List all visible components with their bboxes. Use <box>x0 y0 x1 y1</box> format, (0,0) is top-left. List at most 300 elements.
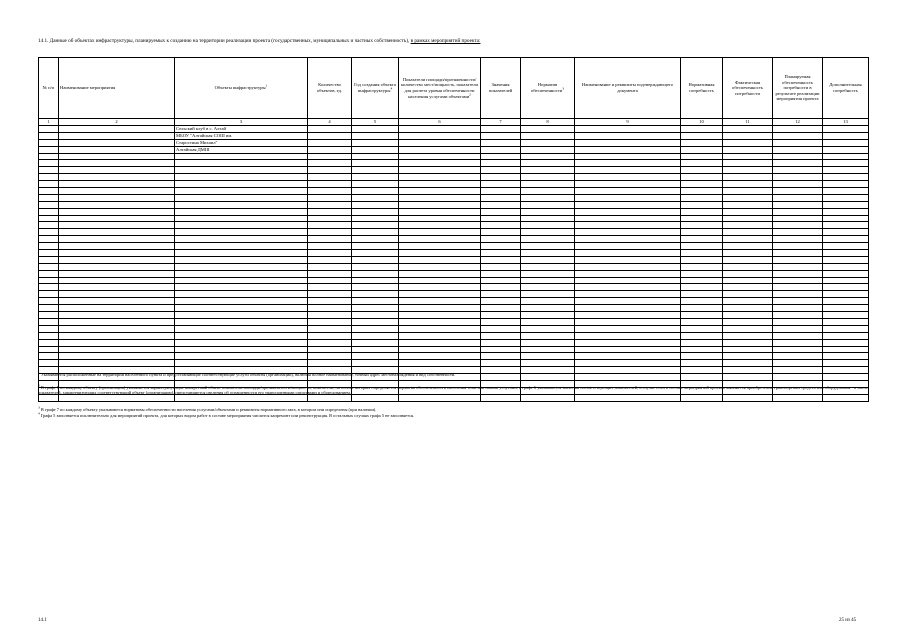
table-cell <box>575 146 681 153</box>
table-cell <box>39 126 59 133</box>
table-cell <box>175 243 308 250</box>
table-cell <box>481 215 521 222</box>
table-cell <box>723 126 773 133</box>
table-cell <box>823 298 869 305</box>
column-number-8: 8 <box>521 119 575 126</box>
table-cell <box>481 139 521 146</box>
table-cell <box>521 167 575 174</box>
column-header-11: Фактическая обеспеченность потребности <box>723 58 773 119</box>
table-cell <box>521 325 575 332</box>
table-cell <box>823 174 869 181</box>
table-cell <box>521 298 575 305</box>
table-cell <box>681 325 723 332</box>
table-cell <box>308 201 352 208</box>
table-row <box>39 325 869 332</box>
table-cell <box>175 291 308 298</box>
table-cell <box>521 160 575 167</box>
table-cell <box>773 263 823 270</box>
table-cell <box>723 270 773 277</box>
table-cell <box>352 332 399 339</box>
table-cell <box>823 291 869 298</box>
table-cell <box>352 201 399 208</box>
table-cell <box>723 167 773 174</box>
table-row <box>39 194 869 201</box>
table-cell <box>773 243 823 250</box>
table-cell <box>308 339 352 346</box>
table-cell <box>823 312 869 319</box>
page-number: 25 из 45 <box>839 618 857 623</box>
table-cell <box>175 188 308 195</box>
table-cell <box>521 188 575 195</box>
table-row <box>39 146 869 153</box>
table-cell <box>308 360 352 367</box>
table-cell <box>39 312 59 319</box>
table-cell <box>723 194 773 201</box>
table-cell <box>723 332 773 339</box>
table-cell <box>399 229 481 236</box>
table-cell <box>773 332 823 339</box>
table-cell <box>308 146 352 153</box>
table-cell <box>823 139 869 146</box>
table-cell <box>823 305 869 312</box>
table-cell <box>175 153 308 160</box>
table-cell <box>399 284 481 291</box>
column-number-7: 7 <box>481 119 521 126</box>
table-row <box>39 346 869 353</box>
table-cell <box>681 222 723 229</box>
column-header-1: № п/п <box>39 58 59 119</box>
table-cell <box>352 194 399 201</box>
table-cell <box>175 160 308 167</box>
table-cell <box>175 208 308 215</box>
table-cell <box>681 208 723 215</box>
table-cell <box>773 181 823 188</box>
table-cell <box>773 132 823 139</box>
table-cell <box>352 181 399 188</box>
table-cell <box>481 243 521 250</box>
table-cell <box>39 277 59 284</box>
table-cell <box>723 236 773 243</box>
table-row <box>39 298 869 305</box>
table-cell <box>681 270 723 277</box>
table-cell <box>399 332 481 339</box>
table-cell <box>481 160 521 167</box>
table-cell <box>39 229 59 236</box>
table-cell <box>823 126 869 133</box>
table-cell <box>175 318 308 325</box>
table-cell <box>175 201 308 208</box>
table-cell <box>521 146 575 153</box>
table-cell <box>481 222 521 229</box>
table-cell <box>575 305 681 312</box>
table-cell <box>308 139 352 146</box>
table-cell <box>39 160 59 167</box>
table-cell <box>352 298 399 305</box>
table-cell <box>399 160 481 167</box>
table-cell <box>521 353 575 360</box>
table-cell <box>575 126 681 133</box>
table-cell <box>39 318 59 325</box>
column-number-5: 5 <box>352 119 399 126</box>
table-cell <box>723 256 773 263</box>
table-cell <box>773 339 823 346</box>
table-cell <box>175 277 308 284</box>
table-cell <box>399 194 481 201</box>
table-cell <box>575 250 681 257</box>
table-cell <box>481 188 521 195</box>
table-cell <box>175 332 308 339</box>
table-cell <box>723 353 773 360</box>
table-cell <box>773 229 823 236</box>
table-row <box>39 250 869 257</box>
table-cell <box>521 229 575 236</box>
table-cell <box>481 174 521 181</box>
table-cell <box>175 360 308 367</box>
table-cell <box>175 250 308 257</box>
column-header-2: Наименование мероприятия <box>59 58 175 119</box>
table-cell <box>59 153 175 160</box>
object-name-cell: Сельский клуб в с. Алтай <box>175 126 308 133</box>
table-cell <box>521 291 575 298</box>
table-cell <box>823 346 869 353</box>
table-cell <box>39 181 59 188</box>
table-row <box>39 229 869 236</box>
caption-underlined: в рамках мероприятий проекта: <box>410 38 481 44</box>
table-cell <box>773 146 823 153</box>
table-cell <box>59 305 175 312</box>
table-cell <box>308 243 352 250</box>
table-cell <box>823 181 869 188</box>
table-cell <box>723 291 773 298</box>
table-cell <box>723 174 773 181</box>
table-cell <box>823 270 869 277</box>
table-cell <box>723 284 773 291</box>
table-cell <box>575 229 681 236</box>
table-cell <box>308 305 352 312</box>
table-cell <box>59 188 175 195</box>
table-row <box>39 236 869 243</box>
table-cell <box>39 132 59 139</box>
table-cell <box>399 167 481 174</box>
table-cell <box>773 291 823 298</box>
table-cell <box>723 146 773 153</box>
table-cell <box>575 263 681 270</box>
table-cell <box>681 181 723 188</box>
table-cell <box>39 360 59 367</box>
table-cell <box>39 284 59 291</box>
table-cell <box>681 132 723 139</box>
table-cell <box>681 318 723 325</box>
table-cell <box>352 263 399 270</box>
table-cell <box>521 250 575 257</box>
table-cell <box>773 188 823 195</box>
table-cell <box>521 346 575 353</box>
table-cell <box>39 298 59 305</box>
table-cell <box>723 318 773 325</box>
table-cell <box>352 222 399 229</box>
column-header-9: Наименование и реквизиты подтверждающего документа <box>575 58 681 119</box>
table-cell <box>352 256 399 263</box>
table-cell <box>59 201 175 208</box>
table-cell <box>59 215 175 222</box>
table-cell <box>399 360 481 367</box>
table-cell <box>823 318 869 325</box>
table-cell <box>308 325 352 332</box>
table-cell <box>481 325 521 332</box>
table-cell <box>681 339 723 346</box>
table-cell <box>723 298 773 305</box>
table-cell <box>352 318 399 325</box>
table-cell <box>59 167 175 174</box>
table-cell <box>521 332 575 339</box>
table-cell <box>308 174 352 181</box>
table-cell <box>823 188 869 195</box>
table-cell <box>723 222 773 229</box>
table-cell <box>823 256 869 263</box>
table-cell <box>399 181 481 188</box>
table-cell <box>308 263 352 270</box>
table-cell <box>723 305 773 312</box>
table-cell <box>773 160 823 167</box>
table-cell <box>823 325 869 332</box>
column-number-3: 3 <box>175 119 308 126</box>
table-cell <box>308 208 352 215</box>
table-cell <box>59 318 175 325</box>
table-cell <box>575 160 681 167</box>
object-name-cell: Алтайская ДМШ <box>175 146 308 153</box>
table-cell <box>521 222 575 229</box>
table-cell <box>773 236 823 243</box>
table-cell <box>773 346 823 353</box>
table-cell <box>481 298 521 305</box>
table-row <box>39 132 869 139</box>
table-cell <box>681 256 723 263</box>
table-cell <box>399 126 481 133</box>
table-row <box>39 353 869 360</box>
table-cell <box>481 332 521 339</box>
table-cell <box>773 256 823 263</box>
table-cell <box>521 215 575 222</box>
table-cell <box>308 312 352 319</box>
table-cell <box>823 194 869 201</box>
table-cell <box>723 208 773 215</box>
table-cell <box>575 325 681 332</box>
table-cell <box>175 305 308 312</box>
table-cell <box>175 346 308 353</box>
table-cell <box>575 277 681 284</box>
table-cell <box>681 360 723 367</box>
table-cell <box>399 188 481 195</box>
table-cell <box>773 139 823 146</box>
table-cell <box>308 270 352 277</box>
table-cell <box>399 325 481 332</box>
table-cell <box>39 291 59 298</box>
table-cell <box>681 353 723 360</box>
column-header-12: Планируемая обеспеченность потребности в результате реализации мероприятия проекта <box>773 58 823 119</box>
table-cell <box>352 229 399 236</box>
table-cell <box>308 188 352 195</box>
table-cell <box>481 291 521 298</box>
table-cell <box>59 291 175 298</box>
table-cell <box>521 126 575 133</box>
table-cell <box>575 318 681 325</box>
table-cell <box>681 298 723 305</box>
table-cell <box>575 353 681 360</box>
table-cell <box>773 194 823 201</box>
table-cell <box>773 312 823 319</box>
table-cell <box>521 284 575 291</box>
table-cell <box>681 263 723 270</box>
table-cell <box>723 250 773 257</box>
table-cell <box>352 270 399 277</box>
table-cell <box>575 188 681 195</box>
table-cell <box>773 305 823 312</box>
table-cell <box>575 208 681 215</box>
table-cell <box>521 153 575 160</box>
table-cell <box>39 167 59 174</box>
table-cell <box>308 277 352 284</box>
table-cell <box>399 222 481 229</box>
table-cell <box>773 201 823 208</box>
table-cell <box>59 208 175 215</box>
table-cell <box>575 298 681 305</box>
table-cell <box>399 153 481 160</box>
table-cell <box>773 222 823 229</box>
table-cell <box>39 346 59 353</box>
table-cell <box>39 236 59 243</box>
table-cell <box>59 346 175 353</box>
table-cell <box>308 194 352 201</box>
table-cell <box>521 305 575 312</box>
table-cell <box>39 188 59 195</box>
table-cell <box>399 270 481 277</box>
table-cell <box>59 229 175 236</box>
table-cell <box>59 236 175 243</box>
table-cell <box>175 325 308 332</box>
table-cell <box>521 318 575 325</box>
table-cell <box>175 174 308 181</box>
table-cell <box>823 284 869 291</box>
table-cell <box>823 215 869 222</box>
table-cell <box>308 284 352 291</box>
table-cell <box>59 174 175 181</box>
table-cell <box>352 126 399 133</box>
table-cell <box>681 215 723 222</box>
table-cell <box>575 236 681 243</box>
table-cell <box>399 174 481 181</box>
table-cell <box>823 132 869 139</box>
table-row <box>39 291 869 298</box>
table-cell <box>399 263 481 270</box>
table-cell <box>175 194 308 201</box>
table-cell <box>723 201 773 208</box>
table-cell <box>681 126 723 133</box>
table-cell <box>723 312 773 319</box>
table-cell <box>521 263 575 270</box>
table-cell <box>39 305 59 312</box>
table-cell <box>352 236 399 243</box>
table-cell <box>308 126 352 133</box>
table-row <box>39 332 869 339</box>
table-cell <box>481 339 521 346</box>
table-cell <box>773 325 823 332</box>
table-row <box>39 222 869 229</box>
table-cell <box>308 256 352 263</box>
table-cell <box>723 160 773 167</box>
table-cell <box>59 160 175 167</box>
object-name-cell: МБОУ "Алтайская СОШ им. <box>175 132 308 139</box>
table-cell <box>352 353 399 360</box>
table-cell <box>681 229 723 236</box>
table-cell <box>39 256 59 263</box>
table-cell <box>59 339 175 346</box>
table-cell <box>521 132 575 139</box>
table-cell <box>823 250 869 257</box>
table-cell <box>481 181 521 188</box>
table-cell <box>352 139 399 146</box>
table-cell <box>773 353 823 360</box>
table-cell <box>481 270 521 277</box>
table-cell <box>352 305 399 312</box>
table-cell <box>399 346 481 353</box>
table-cell <box>823 339 869 346</box>
table-cell <box>823 277 869 284</box>
table-cell <box>59 181 175 188</box>
table-cell <box>59 312 175 319</box>
table-cell <box>308 153 352 160</box>
table-cell <box>575 312 681 319</box>
table-cell <box>481 312 521 319</box>
table-cell <box>723 139 773 146</box>
table-cell <box>399 132 481 139</box>
table-cell <box>773 153 823 160</box>
infrastructure-table <box>38 57 869 402</box>
table-cell <box>681 291 723 298</box>
table-cell <box>823 229 869 236</box>
footnote-2: $^2$ В графе 5 по каждому объекту (организации) указывается характеризующие конкретный объект показатели площади/протяженности/мощности, показатели, на основе которых определяется норматив обеспеченности населения теми или иными услугами, в графе 6 указываются значения соответствующих показателей; в случае если в составе мероприятий проекта заявляется приобретение транспортных средств или оборудования - в числе показателей, характеризующих соответствующий объект (организацию), представляются сведения об оснащенности его транспортными средствами и оборудованием. <box>38 383 868 396</box>
table-cell <box>481 318 521 325</box>
table-cell <box>681 346 723 353</box>
table-cell <box>352 160 399 167</box>
table-cell <box>39 270 59 277</box>
table-cell <box>521 208 575 215</box>
table-cell <box>681 312 723 319</box>
footnote-1: $^1$ Указываются расположенные на территории населенного пункта и предоставляющие соответствующие услуги объекты (организации), включая полное наименование, точный адрес местонахождения и вид собственности. <box>38 370 456 377</box>
table-cell <box>521 174 575 181</box>
table-cell <box>59 298 175 305</box>
table-cell <box>521 139 575 146</box>
table-cell <box>39 215 59 222</box>
object-name-cell: Старостина Михаил" <box>175 139 308 146</box>
table-cell <box>681 332 723 339</box>
table-cell <box>352 325 399 332</box>
table-cell <box>308 291 352 298</box>
table-cell <box>575 270 681 277</box>
table-cell <box>352 243 399 250</box>
table-row <box>39 139 869 146</box>
table-cell <box>521 243 575 250</box>
caption-text: 14.1. Данные об объектах инфраструктуры, планируемых к созданию на территории реализации проекта (государственных, муниципальных и частных собственность), <box>38 38 410 44</box>
table-cell <box>481 250 521 257</box>
table-cell <box>399 139 481 146</box>
table-cell <box>399 277 481 284</box>
table-row <box>39 243 869 250</box>
table-cell <box>575 360 681 367</box>
table-cell <box>773 360 823 367</box>
table-cell <box>59 250 175 257</box>
table-cell <box>681 305 723 312</box>
table-cell <box>823 167 869 174</box>
